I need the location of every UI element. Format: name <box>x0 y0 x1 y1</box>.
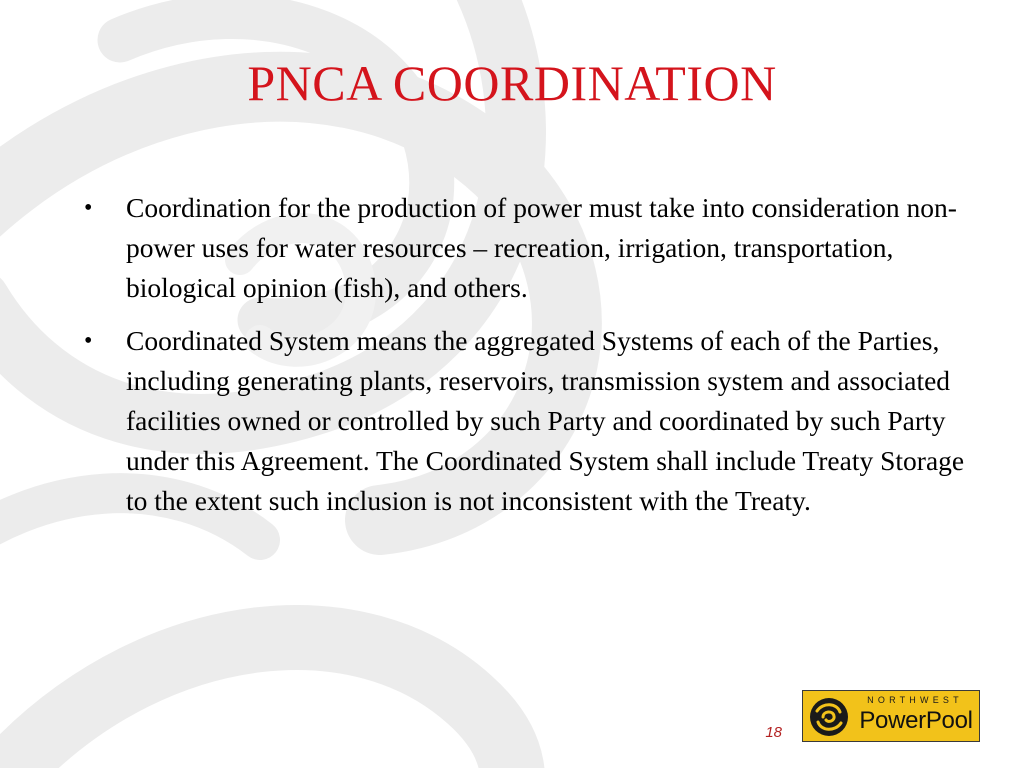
bullet-item <box>84 321 984 521</box>
bullet-text: Coordination for the production of power must take into consideration non-power uses for water resources – recreation, irrigation, transportation, biological opinion (fish), and others. <box>126 192 957 303</box>
bullet-item <box>84 188 984 308</box>
slide-title: PNCA COORDINATION <box>247 55 777 111</box>
page-number: 18 <box>765 724 782 741</box>
bullet-point-icon: • <box>84 195 93 221</box>
logo-main-text: PowerPool <box>859 707 973 734</box>
bullet-point-icon: • <box>84 328 93 354</box>
swirl-logo-icon <box>809 697 849 737</box>
logo-top-text: NORTHWEST <box>867 695 963 705</box>
northwest-powerpool-logo <box>802 690 980 742</box>
bullet-list <box>84 188 984 534</box>
bullet-text: Coordinated System means the aggregated Systems of each of the Parties, including generating plants, reservoirs, transmission system and associated facilities owned or controlled by such Party and coordinated by such Party under this Agreement. The Coordinated System shall include Treaty Storage to the extent such inclusion is not inconsistent with the Treaty. <box>126 325 965 516</box>
